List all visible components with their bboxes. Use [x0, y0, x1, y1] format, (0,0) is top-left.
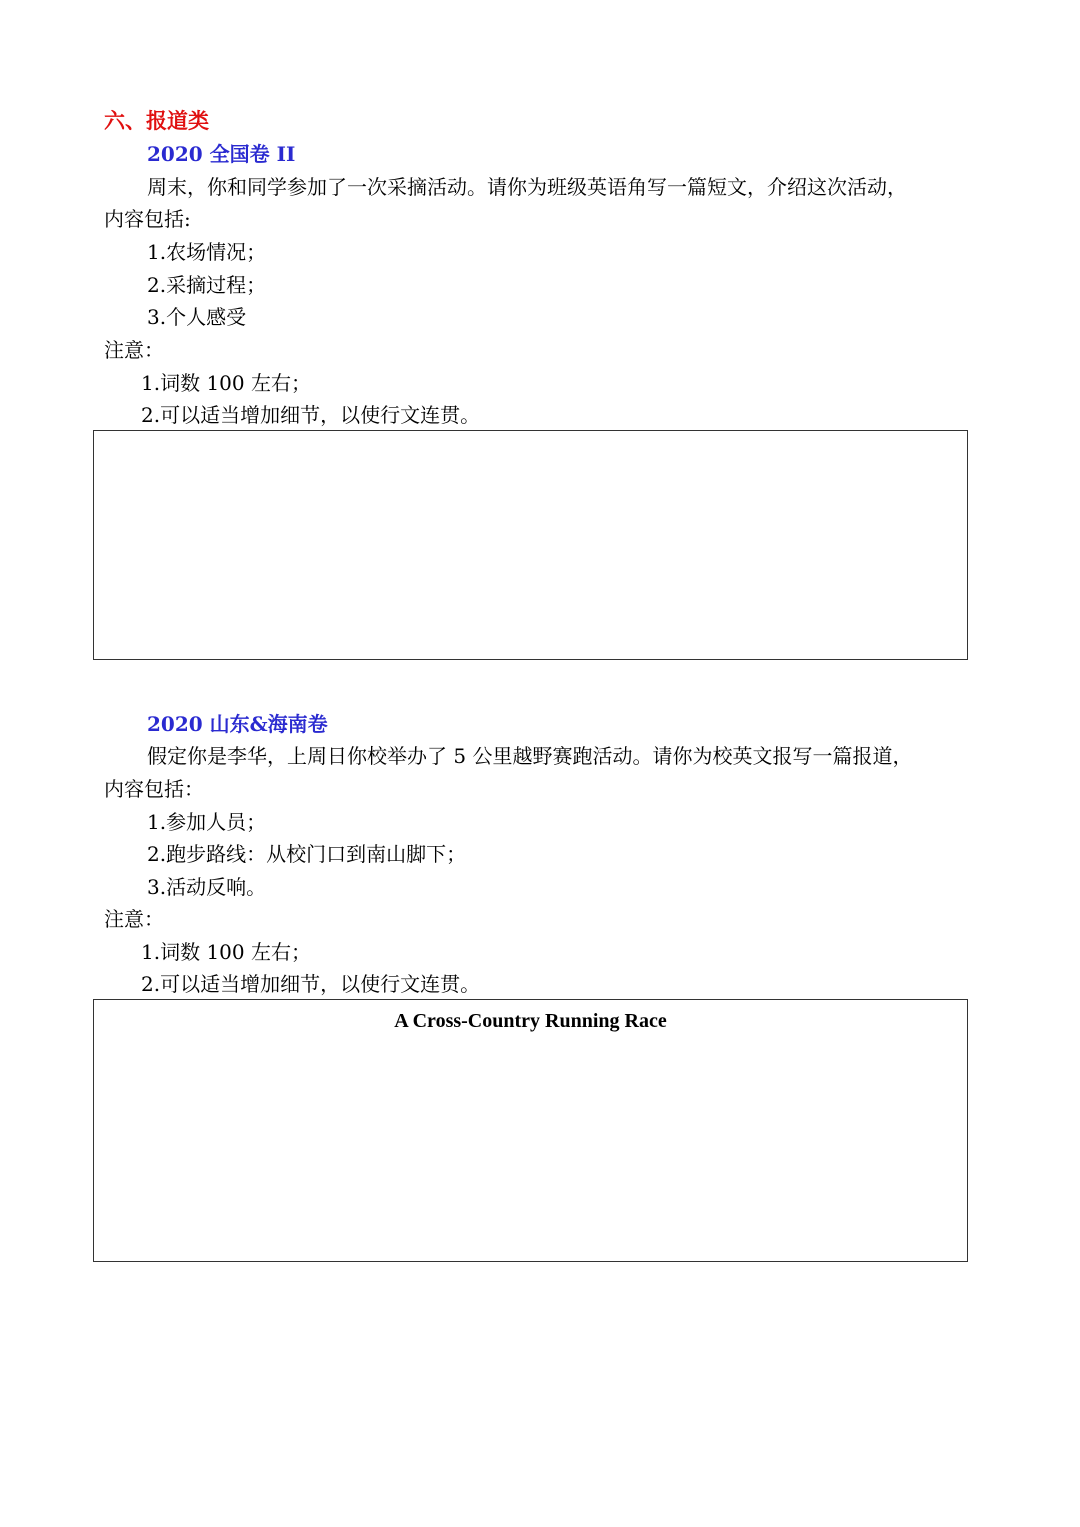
task2-prompt-line1: 假定你是李华，上周日你校举办了 5 公里越野赛跑活动。请你为校英文报写一篇报道， [147, 744, 913, 768]
task1-notes-label: 注意： [104, 338, 164, 362]
task2-answer-box[interactable] [93, 999, 968, 1262]
task2-note-1: 1.词数 100 左右； [141, 940, 311, 964]
task1-prompt-line2: 内容包括: [104, 207, 191, 231]
task1-answer-box[interactable] [93, 430, 968, 660]
task1-point-2: 2.采摘过程； [147, 273, 267, 297]
task1-point-3: 3.个人感受 [147, 305, 247, 329]
task2-note-2: 2.可以适当增加细节，以使行文连贯。 [141, 972, 481, 996]
task1-prompt-line1: 周末，你和同学参加了一次采摘活动。请你为班级英语角写一篇短文，介绍这次活动， [147, 175, 907, 199]
task2-point-2: 2.跑步路线：从校门口到南山脚下； [147, 842, 467, 866]
task2-answer-title: A Cross-Country Running Race [394, 1010, 667, 1032]
task2-notes-label: 注意： [104, 907, 164, 931]
task2-prompt-line2: 内容包括： [104, 777, 204, 801]
task1-heading: 2020 全国卷 II [147, 142, 296, 166]
task1-note-2: 2.可以适当增加细节，以使行文连贯。 [141, 403, 481, 427]
task2-point-3: 3.活动反响。 [147, 875, 267, 899]
section-title: 六、报道类 [104, 108, 209, 133]
task2-heading: 2020 山东&海南卷 [147, 712, 328, 736]
task1-note-1: 1.词数 100 左右； [141, 371, 311, 395]
task2-point-1: 1.参加人员； [147, 810, 267, 834]
task1-point-1: 1.农场情况； [147, 240, 267, 264]
